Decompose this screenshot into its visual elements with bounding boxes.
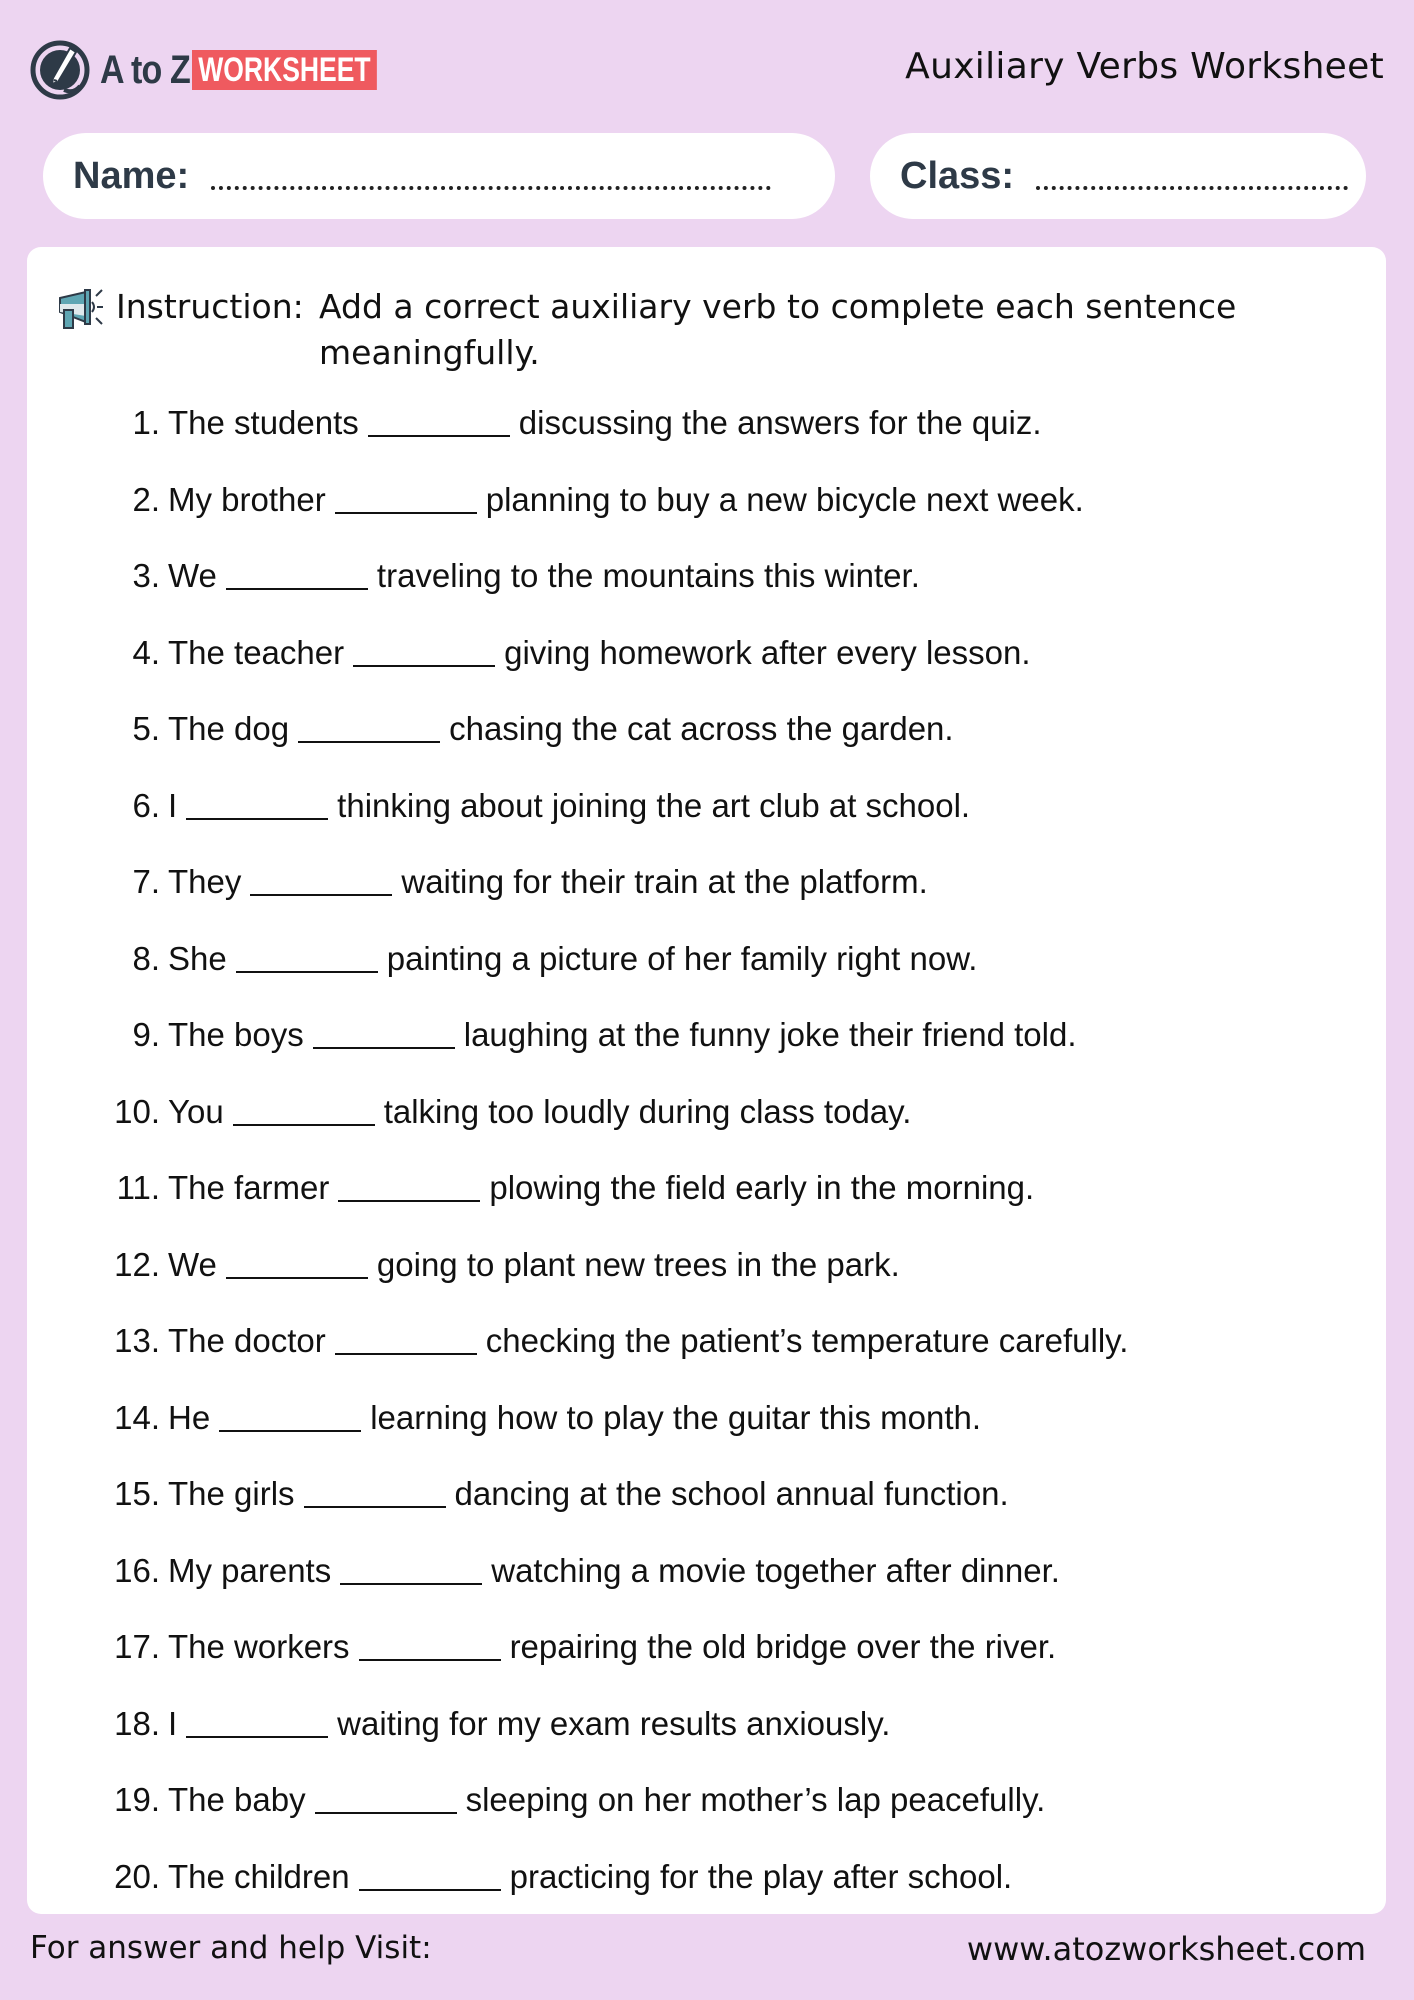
logo-text: A to Z xyxy=(100,47,190,92)
question-item xyxy=(0,1166,1034,1210)
question-rest: thinking about joining the art club at school. xyxy=(337,787,971,824)
answer-blank[interactable] xyxy=(250,868,392,896)
question-number: 20. xyxy=(114,1858,160,1895)
answer-blank[interactable] xyxy=(236,945,378,973)
question-subject: The farmer xyxy=(168,1169,330,1206)
question-rest: discussing the answers for the quiz. xyxy=(518,404,1042,441)
question-number: 14. xyxy=(114,1399,160,1436)
page-title: Auxiliary Verbs Worksheet xyxy=(905,46,1384,87)
question-subject: I xyxy=(168,1705,178,1742)
answer-blank[interactable] xyxy=(186,792,328,820)
question-item xyxy=(0,1778,1045,1822)
question-subject: The children xyxy=(168,1858,350,1895)
question-item xyxy=(0,1319,1128,1363)
question-rest: watching a movie together after dinner. xyxy=(491,1552,1060,1589)
class-dotted-line[interactable] xyxy=(1036,186,1348,190)
question-number: 9. xyxy=(132,1016,160,1053)
megaphone-icon xyxy=(56,286,104,332)
question-rest: talking too loudly during class today. xyxy=(383,1093,912,1130)
question-number: 5. xyxy=(132,710,160,747)
question-number: 19. xyxy=(114,1781,160,1818)
question-rest: checking the patient’s temperature carefully. xyxy=(485,1322,1129,1359)
question-item xyxy=(0,1090,911,1134)
logo-badge: WORKSHEET xyxy=(192,50,377,90)
answer-blank[interactable] xyxy=(335,486,477,514)
question-item xyxy=(0,554,920,598)
question-subject: The dog xyxy=(168,710,290,747)
answer-blank[interactable] xyxy=(298,715,440,743)
question-rest: giving homework after every lesson. xyxy=(504,634,1031,671)
question-number: 12. xyxy=(114,1246,160,1283)
question-item xyxy=(0,1702,890,1746)
question-number: 6. xyxy=(132,787,160,824)
answer-blank[interactable] xyxy=(338,1174,480,1202)
pen-nib-logo-icon xyxy=(30,40,90,100)
question-subject: You xyxy=(168,1093,224,1130)
question-number: 1. xyxy=(132,404,160,441)
site-logo xyxy=(30,40,429,100)
answer-blank[interactable] xyxy=(335,1327,477,1355)
question-subject: I xyxy=(168,787,178,824)
question-number: 18. xyxy=(114,1705,160,1742)
question-rest: going to plant new trees in the park. xyxy=(376,1246,900,1283)
answer-blank[interactable] xyxy=(219,1404,361,1432)
question-rest: practicing for the play after school. xyxy=(509,1858,1013,1895)
question-number: 10. xyxy=(114,1093,160,1130)
name-field[interactable] xyxy=(43,133,835,219)
question-item xyxy=(0,937,977,981)
class-field[interactable] xyxy=(870,133,1366,219)
question-rest: waiting for my exam results anxiously. xyxy=(337,1705,891,1742)
footer-website-link[interactable]: www.atozworksheet.com xyxy=(966,1930,1366,1968)
question-item xyxy=(0,1472,1009,1516)
question-subject: He xyxy=(168,1399,211,1436)
question-number: 16. xyxy=(114,1552,160,1589)
question-item xyxy=(0,1625,1056,1669)
answer-blank[interactable] xyxy=(226,1251,368,1279)
question-item xyxy=(0,401,1042,445)
answer-blank[interactable] xyxy=(304,1480,446,1508)
question-item xyxy=(0,631,1031,675)
question-item xyxy=(0,1855,1012,1899)
question-number: 8. xyxy=(132,940,160,977)
question-subject: They xyxy=(168,863,242,900)
question-subject: The doctor xyxy=(168,1322,326,1359)
question-number: 15. xyxy=(114,1475,160,1512)
question-number: 4. xyxy=(132,634,160,671)
question-rest: laughing at the funny joke their friend told. xyxy=(463,1016,1077,1053)
question-rest: chasing the cat across the garden. xyxy=(449,710,954,747)
question-subject: The girls xyxy=(168,1475,295,1512)
instruction xyxy=(56,284,304,332)
question-number: 7. xyxy=(132,863,160,900)
question-item xyxy=(0,860,928,904)
instruction-text: Add a correct auxiliary verb to complete each sentence meaningfully. xyxy=(319,287,1237,372)
name-dotted-line[interactable] xyxy=(211,186,771,190)
question-rest: traveling to the mountains this winter. xyxy=(376,557,920,594)
answer-blank[interactable] xyxy=(368,409,510,437)
answer-blank[interactable] xyxy=(313,1021,455,1049)
question-number: 13. xyxy=(114,1322,160,1359)
question-subject: The boys xyxy=(168,1016,304,1053)
question-rest: learning how to play the guitar this month. xyxy=(370,1399,982,1436)
question-item xyxy=(0,1243,900,1287)
instruction-label: Instruction: xyxy=(116,287,304,326)
answer-blank[interactable] xyxy=(340,1557,482,1585)
name-label: Name: xyxy=(73,154,190,197)
question-rest: planning to buy a new bicycle next week. xyxy=(485,481,1084,518)
answer-blank[interactable] xyxy=(226,562,368,590)
question-subject: The workers xyxy=(168,1628,350,1665)
answer-blank[interactable] xyxy=(233,1098,375,1126)
answer-blank[interactable] xyxy=(359,1863,501,1891)
question-number: 3. xyxy=(132,557,160,594)
question-subject: The students xyxy=(168,404,359,441)
question-subject: We xyxy=(168,1246,217,1283)
question-rest: sleeping on her mother’s lap peacefully. xyxy=(465,1781,1046,1818)
question-number: 11. xyxy=(116,1169,160,1206)
question-item xyxy=(0,1549,1060,1593)
question-rest: repairing the old bridge over the river. xyxy=(509,1628,1057,1665)
question-item xyxy=(0,707,954,751)
question-item xyxy=(0,1396,981,1440)
question-subject: The teacher xyxy=(168,634,345,671)
question-number: 2. xyxy=(132,481,160,518)
question-rest: dancing at the school annual function. xyxy=(454,1475,1009,1512)
question-rest: painting a picture of her family right now. xyxy=(386,940,978,977)
class-label: Class: xyxy=(900,154,1015,197)
question-rest: plowing the field early in the morning. xyxy=(489,1169,1035,1206)
answer-blank[interactable] xyxy=(315,1786,457,1814)
question-rest: waiting for their train at the platform. xyxy=(401,863,928,900)
answer-blank[interactable] xyxy=(359,1633,501,1661)
answer-blank[interactable] xyxy=(186,1710,328,1738)
footer-help-text: For answer and help Visit: xyxy=(30,1930,432,1966)
question-subject: My brother xyxy=(168,481,326,518)
question-subject: We xyxy=(168,557,217,594)
question-item xyxy=(0,784,970,828)
question-number: 17. xyxy=(114,1628,160,1665)
question-item xyxy=(0,478,1084,522)
answer-blank[interactable] xyxy=(353,639,495,667)
question-subject: She xyxy=(168,940,227,977)
question-subject: The baby xyxy=(168,1781,306,1818)
question-item xyxy=(0,1013,1077,1057)
question-subject: My parents xyxy=(168,1552,332,1589)
